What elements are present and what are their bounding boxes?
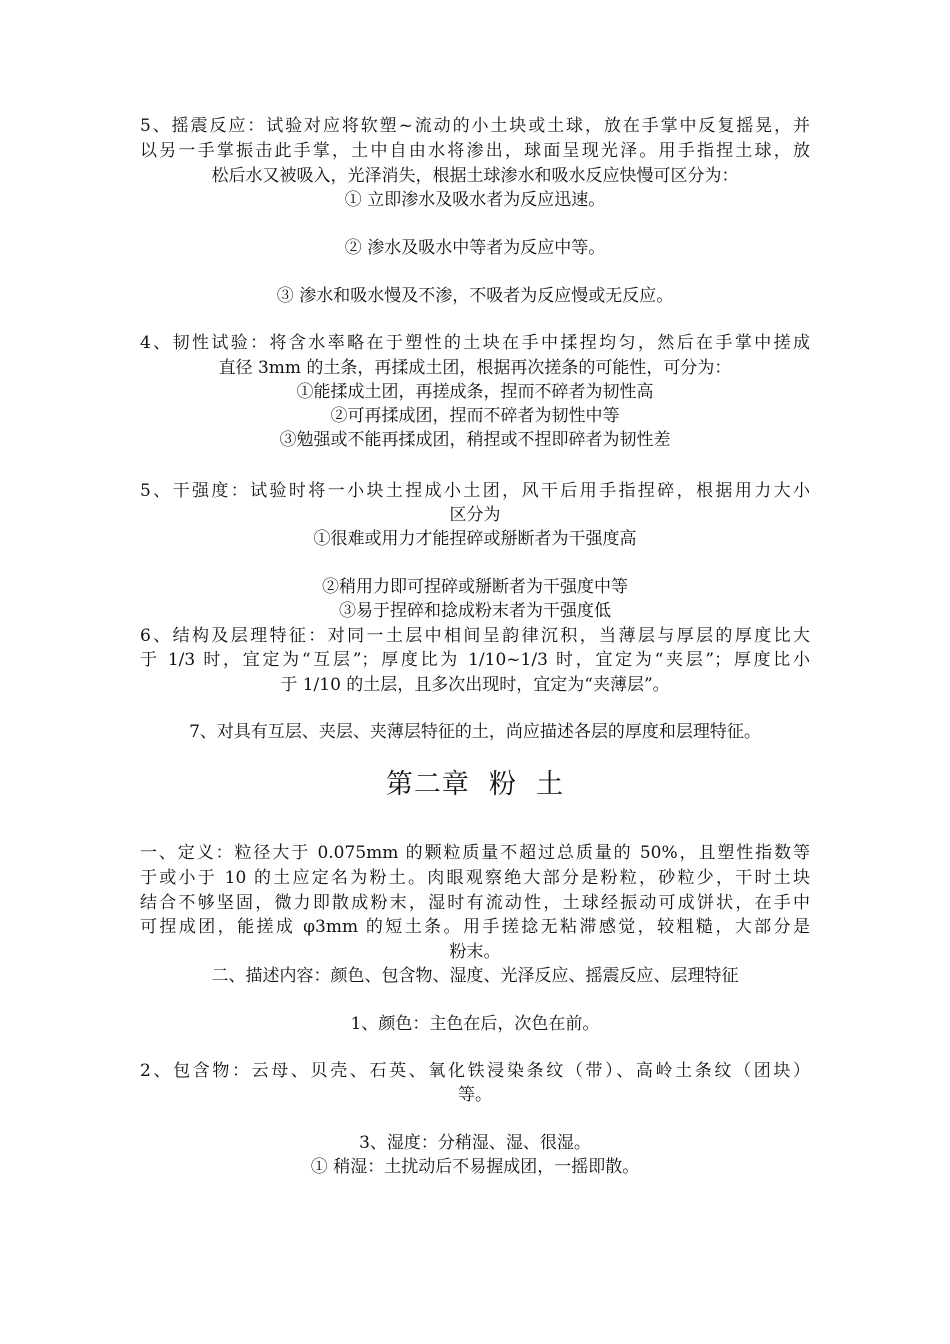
list-item: ①很难或用力才能捏碎或掰断者为干强度高 [313,529,637,549]
paragraph-line: 二、描述内容：颜色、包含物、湿度、光泽反应、摇震反应、层理特征 [211,966,739,986]
list-item: ③ 渗水和吸水慢及不渗，不吸者为反应慢或无反应。 [276,286,674,306]
paragraph-line: 于 1/3 时，宜定为“互层”；厚度比为 1/10~1/3 时，宜定为“夹层”；厚度比小 [140,650,810,670]
list-item: ②稍用力即可捏碎或掰断者为干强度中等 [322,577,628,597]
paragraph-line: 1、颜色：主色在后，次色在前。 [350,1014,600,1034]
paragraph-line: 直径 3mm 的土条，再揉成土团，根据再次搓条的可能性，可分为： [218,358,732,378]
paragraph-line: 7、对具有互层、夹层、夹薄层特征的土，尚应描述各层的厚度和层理特征。 [189,722,761,742]
paragraph-line: 结合不够坚固，微力即散成粉末，湿时有流动性，土球经振动可成饼状，在手中 [140,893,810,913]
paragraph-line: 松后水又被吸入，光泽消失，根据土球渗水和吸水反应快慢可区分为： [211,166,739,186]
paragraph-line: 2、包含物：云母、贝壳、石英、氧化铁浸染条纹（带）、高岭土条纹（团块） [140,1061,810,1081]
list-item: ①能揉成土团，再搓成条，捏而不碎者为韧性高 [296,382,654,402]
paragraph-line: 5、摇震反应：试验对应将软塑~流动的小土块或土球，放在手掌中反复摇晃，并 [140,116,810,136]
list-item: ① 立即渗水及吸水者为反应迅速。 [344,190,606,210]
paragraph-line: 以另一手掌振击此手掌，土中自由水将渗出，球面呈现光泽。用手指捏土球，放 [140,141,810,161]
list-item: ③勉强或不能再揉成团，稍捏或不捏即碎者为韧性差 [279,430,671,450]
paragraph-line: 等。 [458,1085,492,1105]
list-item: ③易于捏碎和捻成粉末者为干强度低 [339,601,611,621]
paragraph-line: 粉末。 [449,942,501,962]
paragraph-line: 于或小于 10 的土应定名为粉土。肉眼观察绝大部分是粉粒，砂粒少，干时土块 [140,868,810,888]
paragraph-line: 可捏成团，能搓成 φ3mm 的短土条。用手搓捻无粘滞感觉，较粗糙，大部分是 [140,917,810,937]
paragraph-line: 区分为 [449,505,501,525]
paragraph-line: 3、湿度：分稍湿、湿、很湿。 [359,1133,591,1153]
paragraph-line: 一、定义：粒径大于 0.075mm 的颗粒质量不超过总质量的 50%，且塑性指数等 [140,843,810,863]
paragraph-line: 于 1/10 的土层，且多次出现时，宜定为“夹薄层”。 [280,675,670,695]
paragraph-line: 4、韧性试验：将含水率略在于塑性的土块在手中揉捏均匀，然后在手掌中搓成 [140,333,810,353]
chapter-title: 第二章 粉 土 [385,769,565,800]
paragraph-line: 6、结构及层理特征：对同一土层中相间呈韵律沉积，当薄层与厚层的厚度比大 [140,626,810,646]
list-item: ② 渗水及吸水中等者为反应中等。 [344,238,606,258]
list-item: ① 稍湿：土扰动后不易握成团，一摇即散。 [310,1157,640,1177]
paragraph-line: 5、干强度：试验时将一小块土捏成小土团，风干后用手指捏碎，根据用力大小 [140,481,810,501]
list-item: ②可再揉成团，捏而不碎者为韧性中等 [330,406,620,426]
